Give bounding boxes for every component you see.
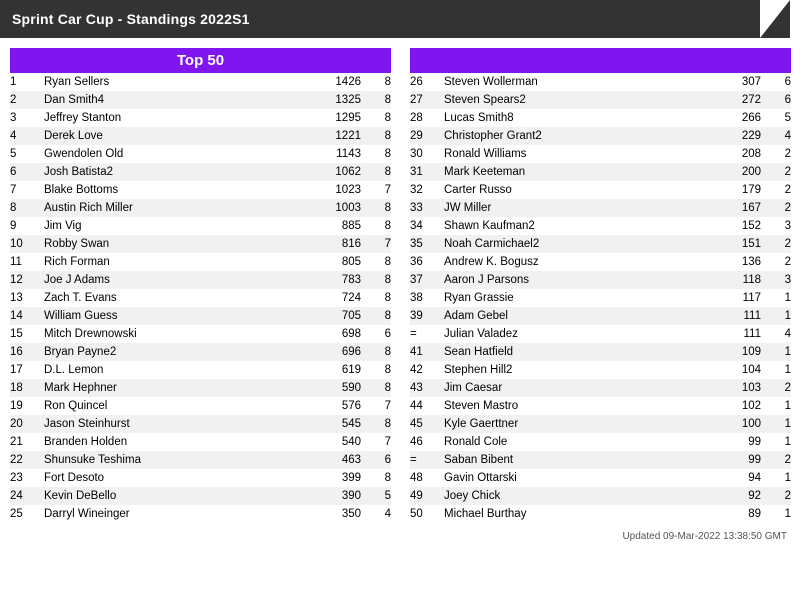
table-row[interactable] — [10, 289, 391, 307]
table-row[interactable] — [410, 217, 791, 235]
row-races: 4 — [361, 505, 391, 523]
row-points: 1221 — [313, 127, 361, 145]
table-row[interactable] — [10, 181, 391, 199]
row-driver-name: Gavin Ottarski — [444, 469, 713, 487]
table-row[interactable] — [410, 451, 791, 469]
row-races: 1 — [761, 361, 791, 379]
row-driver-name: Andrew K. Bogusz — [444, 253, 713, 271]
table-row[interactable] — [10, 505, 391, 523]
row-points: 200 — [713, 163, 761, 181]
row-position: 16 — [10, 343, 44, 361]
row-points: 696 — [313, 343, 361, 361]
table-row[interactable] — [10, 91, 391, 109]
row-driver-name: William Guess — [44, 307, 313, 325]
row-points: 272 — [713, 91, 761, 109]
row-races: 8 — [361, 289, 391, 307]
row-position: 5 — [10, 145, 44, 163]
row-points: 92 — [713, 487, 761, 505]
row-driver-name: Jim Vig — [44, 217, 313, 235]
table-row[interactable] — [410, 397, 791, 415]
row-driver-name: Joey Chick — [444, 487, 713, 505]
row-driver-name: Robby Swan — [44, 235, 313, 253]
row-points: 179 — [713, 181, 761, 199]
row-driver-name: Ronald Williams — [444, 145, 713, 163]
left-standings-column — [10, 48, 391, 542]
title-bar — [0, 0, 800, 38]
row-position: 29 — [410, 127, 444, 145]
row-races: 7 — [361, 397, 391, 415]
row-points: 111 — [713, 307, 761, 325]
table-row[interactable] — [10, 199, 391, 217]
row-position: 31 — [410, 163, 444, 181]
table-row[interactable] — [410, 343, 791, 361]
table-row[interactable] — [410, 253, 791, 271]
row-driver-name: Michael Burthay — [444, 505, 713, 523]
row-races: 1 — [761, 505, 791, 523]
row-position: 30 — [410, 145, 444, 163]
row-points: 590 — [313, 379, 361, 397]
row-races: 8 — [361, 271, 391, 289]
table-row[interactable] — [10, 217, 391, 235]
row-points: 94 — [713, 469, 761, 487]
row-position: 50 — [410, 505, 444, 523]
table-row[interactable] — [10, 163, 391, 181]
right-panel-header — [410, 48, 791, 73]
table-row[interactable] — [410, 469, 791, 487]
row-driver-name: Noah Carmichael2 — [444, 235, 713, 253]
row-driver-name: Blake Bottoms — [44, 181, 313, 199]
row-driver-name: Ronald Cole — [444, 433, 713, 451]
updated-timestamp: Updated 09-Mar-2022 13:38:50 GMT — [622, 531, 787, 542]
row-points: 1325 — [313, 91, 361, 109]
table-row[interactable] — [10, 271, 391, 289]
table-row[interactable] — [410, 235, 791, 253]
row-position: 49 — [410, 487, 444, 505]
row-races: 8 — [361, 163, 391, 181]
row-races: 2 — [761, 181, 791, 199]
row-points: 167 — [713, 199, 761, 217]
table-row[interactable] — [10, 253, 391, 271]
row-points: 805 — [313, 253, 361, 271]
row-position: 38 — [410, 289, 444, 307]
row-races: 6 — [761, 91, 791, 109]
row-points: 99 — [713, 451, 761, 469]
row-position: 21 — [10, 433, 44, 451]
row-driver-name: Lucas Smith8 — [444, 109, 713, 127]
row-position: 11 — [10, 253, 44, 271]
row-position: 34 — [410, 217, 444, 235]
row-position: 12 — [10, 271, 44, 289]
row-driver-name: Stephen Hill2 — [444, 361, 713, 379]
row-points: 783 — [313, 271, 361, 289]
table-row[interactable] — [10, 343, 391, 361]
row-position: 48 — [410, 469, 444, 487]
row-driver-name: Kyle Gaerttner — [444, 415, 713, 433]
row-points: 109 — [713, 343, 761, 361]
row-races: 7 — [361, 433, 391, 451]
row-points: 152 — [713, 217, 761, 235]
standings-columns — [0, 38, 800, 542]
row-races: 4 — [761, 325, 791, 343]
row-points: 1023 — [313, 181, 361, 199]
row-driver-name: Ryan Sellers — [44, 73, 313, 91]
row-points: 724 — [313, 289, 361, 307]
row-position: 27 — [410, 91, 444, 109]
row-driver-name: Steven Mastro — [444, 397, 713, 415]
row-points: 1426 — [313, 73, 361, 91]
row-driver-name: JW Miller — [444, 199, 713, 217]
row-races: 2 — [761, 199, 791, 217]
table-row[interactable] — [10, 127, 391, 145]
row-points: 1003 — [313, 199, 361, 217]
row-driver-name: Derek Love — [44, 127, 313, 145]
row-driver-name: Carter Russo — [444, 181, 713, 199]
row-points: 1295 — [313, 109, 361, 127]
row-driver-name: Steven Spears2 — [444, 91, 713, 109]
row-races: 5 — [761, 109, 791, 127]
row-driver-name: Steven Wollerman — [444, 73, 713, 91]
row-points: 540 — [313, 433, 361, 451]
row-position: 39 — [410, 307, 444, 325]
row-races: 8 — [361, 127, 391, 145]
row-position: 15 — [10, 325, 44, 343]
row-races: 8 — [361, 217, 391, 235]
row-position: 43 — [410, 379, 444, 397]
table-row[interactable] — [10, 451, 391, 469]
row-races: 2 — [761, 379, 791, 397]
row-races: 2 — [761, 451, 791, 469]
row-points: 111 — [713, 325, 761, 343]
row-driver-name: Kevin DeBello — [44, 487, 313, 505]
row-races: 7 — [361, 235, 391, 253]
row-races: 8 — [361, 469, 391, 487]
row-races: 6 — [361, 325, 391, 343]
row-position: 14 — [10, 307, 44, 325]
row-position: 36 — [410, 253, 444, 271]
row-races: 1 — [761, 433, 791, 451]
row-position: 8 — [10, 199, 44, 217]
row-races: 8 — [361, 307, 391, 325]
row-races: 8 — [361, 361, 391, 379]
row-points: 350 — [313, 505, 361, 523]
row-points: 885 — [313, 217, 361, 235]
right-standings-table — [410, 73, 791, 523]
table-row[interactable] — [410, 487, 791, 505]
row-races: 3 — [761, 217, 791, 235]
row-position: 10 — [10, 235, 44, 253]
row-driver-name: Rich Forman — [44, 253, 313, 271]
table-row[interactable] — [410, 199, 791, 217]
table-row[interactable] — [410, 145, 791, 163]
row-points: 619 — [313, 361, 361, 379]
row-driver-name: Austin Rich Miller — [44, 199, 313, 217]
row-driver-name: Saban Bibent — [444, 451, 713, 469]
row-points: 136 — [713, 253, 761, 271]
row-races: 4 — [761, 127, 791, 145]
row-races: 8 — [361, 253, 391, 271]
row-points: 104 — [713, 361, 761, 379]
row-position: 20 — [10, 415, 44, 433]
table-row[interactable] — [410, 505, 791, 523]
row-points: 118 — [713, 271, 761, 289]
table-row[interactable] — [10, 397, 391, 415]
table-row[interactable] — [10, 433, 391, 451]
table-row[interactable] — [410, 325, 791, 343]
table-row[interactable] — [10, 487, 391, 505]
left-standings-table — [10, 73, 391, 523]
table-row[interactable] — [10, 235, 391, 253]
row-driver-name: Zach T. Evans — [44, 289, 313, 307]
row-points: 103 — [713, 379, 761, 397]
row-points: 100 — [713, 415, 761, 433]
row-driver-name: Jeffrey Stanton — [44, 109, 313, 127]
table-row[interactable] — [410, 91, 791, 109]
title-bar-angle-decoration — [760, 0, 790, 38]
row-points: 151 — [713, 235, 761, 253]
row-races: 2 — [761, 145, 791, 163]
row-races: 7 — [361, 181, 391, 199]
table-row[interactable] — [410, 379, 791, 397]
row-driver-name: Shawn Kaufman2 — [444, 217, 713, 235]
row-position: 2 — [10, 91, 44, 109]
row-position: 1 — [10, 73, 44, 91]
row-driver-name: Fort Desoto — [44, 469, 313, 487]
row-races: 1 — [761, 415, 791, 433]
row-driver-name: Christopher Grant2 — [444, 127, 713, 145]
row-position: 37 — [410, 271, 444, 289]
row-points: 117 — [713, 289, 761, 307]
row-position: 4 — [10, 127, 44, 145]
row-position: 7 — [10, 181, 44, 199]
row-position: 28 — [410, 109, 444, 127]
table-row[interactable] — [410, 433, 791, 451]
table-row[interactable] — [410, 361, 791, 379]
row-position: 17 — [10, 361, 44, 379]
row-points: 816 — [313, 235, 361, 253]
table-row[interactable] — [410, 127, 791, 145]
row-points: 545 — [313, 415, 361, 433]
row-races: 1 — [761, 343, 791, 361]
row-driver-name: Shunsuke Teshima — [44, 451, 313, 469]
table-row[interactable] — [410, 181, 791, 199]
row-position: 33 — [410, 199, 444, 217]
title-bar-background — [0, 0, 760, 38]
row-driver-name: D.L. Lemon — [44, 361, 313, 379]
row-driver-name: Jim Caesar — [444, 379, 713, 397]
table-row[interactable] — [10, 361, 391, 379]
row-position: 32 — [410, 181, 444, 199]
table-row[interactable] — [410, 415, 791, 433]
row-points: 102 — [713, 397, 761, 415]
table-row[interactable] — [10, 307, 391, 325]
right-standings-column — [410, 48, 791, 542]
row-races: 8 — [361, 73, 391, 91]
row-position: 44 — [410, 397, 444, 415]
row-points: 266 — [713, 109, 761, 127]
row-driver-name: Sean Hatfield — [444, 343, 713, 361]
row-races: 8 — [361, 343, 391, 361]
row-points: 1143 — [313, 145, 361, 163]
row-position: 46 — [410, 433, 444, 451]
page-title: Sprint Car Cup - Standings 2022S1 — [12, 11, 250, 27]
row-races: 2 — [761, 235, 791, 253]
row-points: 463 — [313, 451, 361, 469]
row-driver-name: Adam Gebel — [444, 307, 713, 325]
row-position: 45 — [410, 415, 444, 433]
row-races: 1 — [761, 397, 791, 415]
row-driver-name: Jason Steinhurst — [44, 415, 313, 433]
row-driver-name: Darryl Wineinger — [44, 505, 313, 523]
table-row[interactable] — [410, 289, 791, 307]
row-points: 698 — [313, 325, 361, 343]
row-position: 23 — [10, 469, 44, 487]
table-row[interactable] — [410, 163, 791, 181]
row-position: 25 — [10, 505, 44, 523]
row-driver-name: Mark Keeteman — [444, 163, 713, 181]
row-points: 307 — [713, 73, 761, 91]
table-row[interactable] — [410, 73, 791, 91]
row-races: 5 — [361, 487, 391, 505]
table-row[interactable] — [10, 415, 391, 433]
row-points: 229 — [713, 127, 761, 145]
row-races: 8 — [361, 145, 391, 163]
row-driver-name: Ron Quincel — [44, 397, 313, 415]
row-points: 208 — [713, 145, 761, 163]
row-position: 35 — [410, 235, 444, 253]
row-driver-name: Joe J Adams — [44, 271, 313, 289]
row-points: 390 — [313, 487, 361, 505]
table-row[interactable] — [410, 271, 791, 289]
row-races: 8 — [361, 379, 391, 397]
row-driver-name: Aaron J Parsons — [444, 271, 713, 289]
row-position: 42 — [410, 361, 444, 379]
row-races: 3 — [761, 271, 791, 289]
row-races: 1 — [761, 307, 791, 325]
row-position: 24 — [10, 487, 44, 505]
table-row[interactable] — [10, 73, 391, 91]
row-points: 399 — [313, 469, 361, 487]
row-races: 2 — [761, 487, 791, 505]
row-driver-name: Branden Holden — [44, 433, 313, 451]
row-position: 18 — [10, 379, 44, 397]
row-position: = — [410, 325, 444, 343]
row-races: 6 — [761, 73, 791, 91]
row-driver-name: Dan Smith4 — [44, 91, 313, 109]
left-panel-header: Top 50 — [10, 48, 391, 73]
row-races: 8 — [361, 199, 391, 217]
row-races: 6 — [361, 451, 391, 469]
row-position: 22 — [10, 451, 44, 469]
row-position: 6 — [10, 163, 44, 181]
table-row[interactable] — [410, 109, 791, 127]
row-points: 705 — [313, 307, 361, 325]
row-races: 8 — [361, 91, 391, 109]
row-position: 13 — [10, 289, 44, 307]
row-position: 26 — [410, 73, 444, 91]
row-races: 1 — [761, 469, 791, 487]
row-position: 41 — [410, 343, 444, 361]
row-races: 8 — [361, 415, 391, 433]
row-driver-name: Mark Hephner — [44, 379, 313, 397]
row-points: 576 — [313, 397, 361, 415]
row-position: = — [410, 451, 444, 469]
row-races: 2 — [761, 253, 791, 271]
row-position: 3 — [10, 109, 44, 127]
row-points: 1062 — [313, 163, 361, 181]
row-points: 99 — [713, 433, 761, 451]
row-position: 9 — [10, 217, 44, 235]
row-races: 1 — [761, 289, 791, 307]
table-row[interactable] — [10, 379, 391, 397]
row-points: 89 — [713, 505, 761, 523]
table-row[interactable] — [10, 145, 391, 163]
row-driver-name: Ryan Grassie — [444, 289, 713, 307]
row-driver-name: Gwendolen Old — [44, 145, 313, 163]
row-driver-name: Bryan Payne2 — [44, 343, 313, 361]
table-row[interactable] — [10, 109, 391, 127]
table-row[interactable] — [10, 325, 391, 343]
row-driver-name: Mitch Drewnowski — [44, 325, 313, 343]
table-row[interactable] — [410, 307, 791, 325]
row-races: 2 — [761, 163, 791, 181]
row-driver-name: Josh Batista2 — [44, 163, 313, 181]
row-driver-name: Julian Valadez — [444, 325, 713, 343]
table-row[interactable] — [10, 469, 391, 487]
row-position: 19 — [10, 397, 44, 415]
row-races: 8 — [361, 109, 391, 127]
